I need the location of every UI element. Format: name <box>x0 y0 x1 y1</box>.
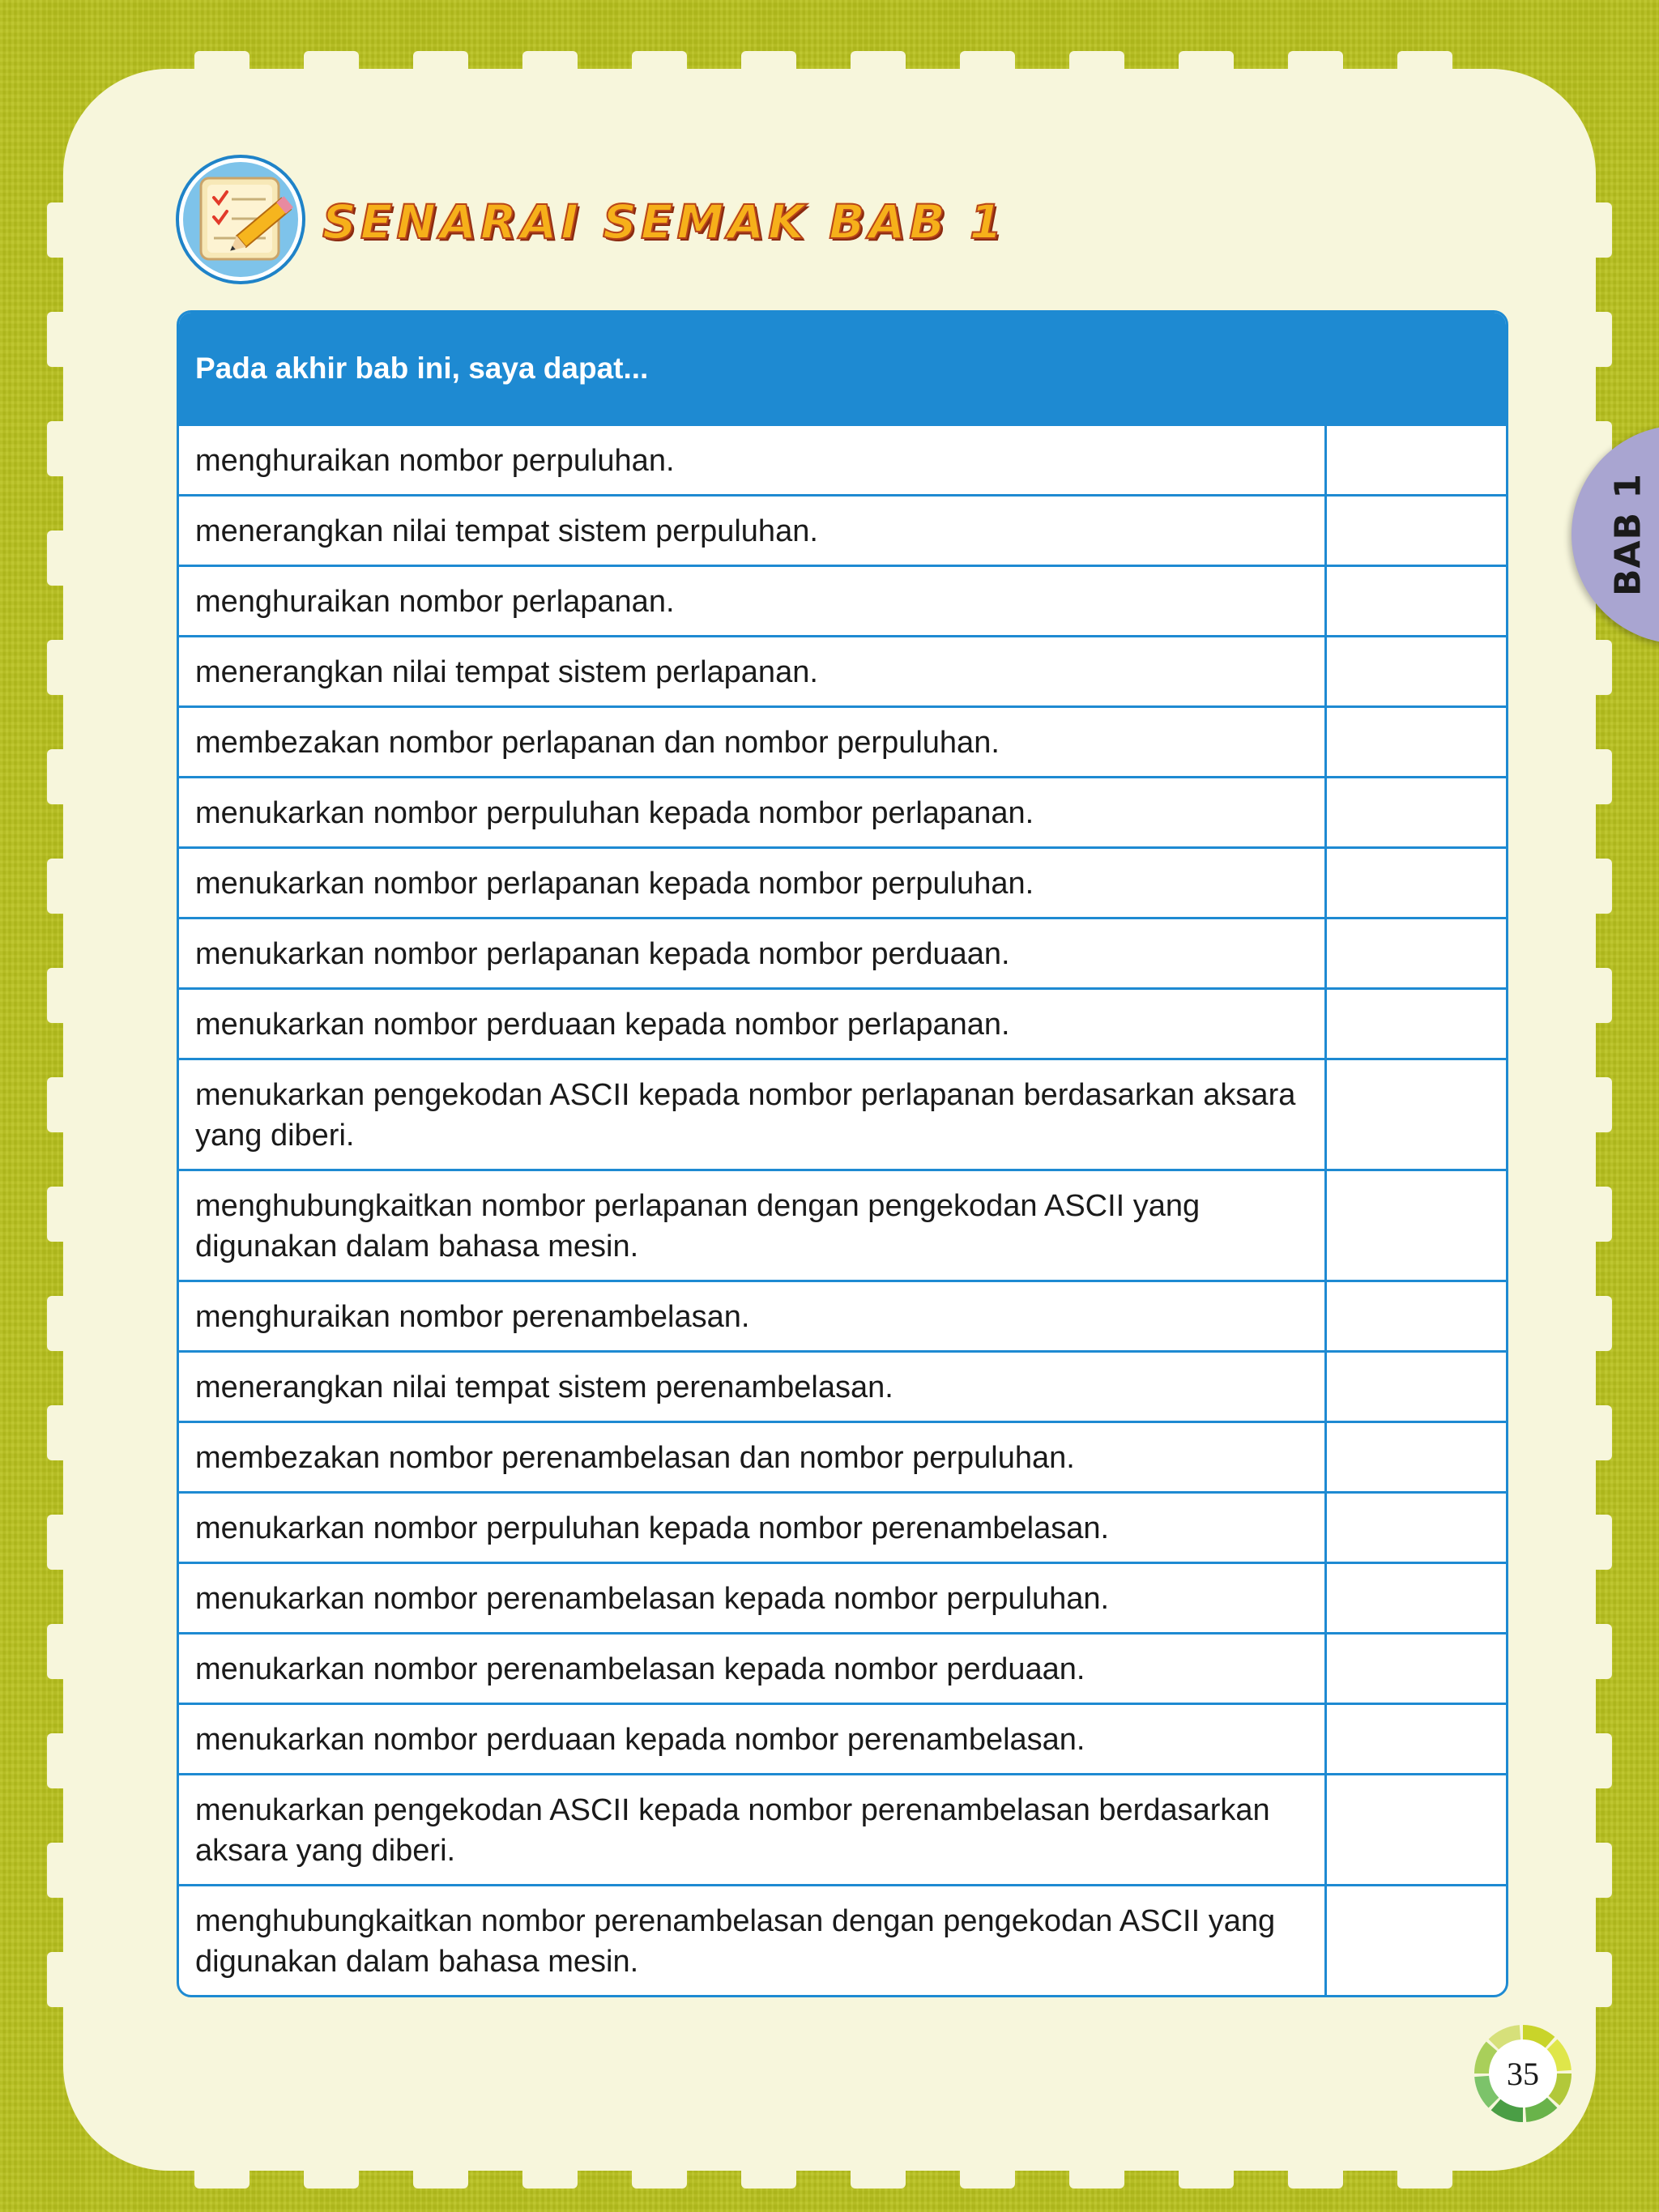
checklist-row <box>179 705 1506 776</box>
checklist-check-cell[interactable] <box>1327 1705 1506 1773</box>
checklist-row <box>179 1703 1506 1773</box>
checklist-item-text: menukarkan nombor perenambelasan kepada nombor perpuluhan. <box>179 1564 1327 1632</box>
checklist-row <box>179 424 1506 494</box>
checklist-check-cell[interactable] <box>1327 1775 1506 1884</box>
checklist-check-cell[interactable] <box>1327 778 1506 846</box>
checklist-header-text: Pada akhir bab ini, saya dapat... <box>195 351 649 385</box>
checklist-check-cell[interactable] <box>1327 849 1506 917</box>
checklist-row <box>179 987 1506 1058</box>
checklist-item-text: menukarkan nombor perlapanan kepada nombor perpuluhan. <box>179 849 1327 917</box>
checklist-item-text: menerangkan nilai tempat sistem perenambelasan. <box>179 1353 1327 1421</box>
checklist-item-text: menghubungkaitkan nombor perenambelasan dengan pengekodan ASCII yang digunakan dalam bahasa mesin. <box>179 1886 1327 1995</box>
checklist-item-text: menukarkan nombor perpuluhan kepada nombor perlapanan. <box>179 778 1327 846</box>
checklist-item-text: menukarkan nombor perlapanan kepada nombor perduaan. <box>179 919 1327 987</box>
checklist-check-cell[interactable] <box>1327 1282 1506 1350</box>
checklist-row <box>179 1562 1506 1632</box>
checklist-check-cell[interactable] <box>1327 1423 1506 1491</box>
checklist-item-text: menghubungkaitkan nombor perlapanan dengan pengekodan ASCII yang digunakan dalam bahasa mesin. <box>179 1171 1327 1280</box>
checklist-item-text: menukarkan nombor perduaan kepada nombor perenambelasan. <box>179 1705 1327 1773</box>
checklist-check-cell[interactable] <box>1327 1564 1506 1632</box>
checklist-row <box>179 635 1506 705</box>
checklist-row <box>179 494 1506 565</box>
checklist-item-text: membezakan nombor perlapanan dan nombor perpuluhan. <box>179 708 1327 776</box>
checklist-check-cell[interactable] <box>1327 1886 1506 1995</box>
checklist-row <box>179 917 1506 987</box>
checklist-check-cell[interactable] <box>1327 1494 1506 1562</box>
checklist-check-cell[interactable] <box>1327 426 1506 494</box>
checklist-row <box>179 1491 1506 1562</box>
chapter-tab-label: BAB 1 <box>1607 472 1649 597</box>
checklist-check-cell[interactable] <box>1327 1634 1506 1703</box>
checklist-row <box>179 1169 1506 1280</box>
checklist-row <box>179 1350 1506 1421</box>
checklist-item-text: menghuraikan nombor perlapanan. <box>179 567 1327 635</box>
checklist-row <box>179 1632 1506 1703</box>
checklist-item-text: menghuraikan nombor perenambelasan. <box>179 1282 1327 1350</box>
checklist-item-text: menukarkan nombor perpuluhan kepada nombor perenambelasan. <box>179 1494 1327 1562</box>
checklist-check-cell[interactable] <box>1327 1060 1506 1169</box>
checklist-row <box>179 1421 1506 1491</box>
checklist-header <box>179 313 1506 424</box>
page-title: SENARAI SEMAK BAB 1 <box>322 194 1007 249</box>
checklist-check-cell[interactable] <box>1327 567 1506 635</box>
page-number: 35 <box>1507 2055 1539 2092</box>
checklist-rows <box>179 424 1506 1995</box>
checklist-row <box>179 846 1506 917</box>
checklist-pencil-icon <box>175 154 306 285</box>
checklist-item-text: menukarkan pengekodan ASCII kepada nombor perlapanan berdasarkan aksara yang diberi. <box>179 1060 1327 1169</box>
checklist-check-cell[interactable] <box>1327 1353 1506 1421</box>
checklist-check-cell[interactable] <box>1327 708 1506 776</box>
checklist-check-cell[interactable] <box>1327 919 1506 987</box>
checklist-item-text: menghuraikan nombor perpuluhan. <box>179 426 1327 494</box>
checklist-row <box>179 1773 1506 1884</box>
checklist-item-text: menukarkan pengekodan ASCII kepada nombor perenambelasan berdasarkan aksara yang diberi. <box>179 1775 1327 1884</box>
checklist-item-text: menukarkan nombor perenambelasan kepada nombor perduaan. <box>179 1634 1327 1703</box>
checklist-item-text: menukarkan nombor perduaan kepada nombor perlapanan. <box>179 990 1327 1058</box>
checklist-item-text: menerangkan nilai tempat sistem perpuluhan. <box>179 497 1327 565</box>
checklist-row <box>179 1058 1506 1169</box>
checklist-row <box>179 565 1506 635</box>
checklist-check-cell[interactable] <box>1327 1171 1506 1280</box>
checklist-row <box>179 1884 1506 1995</box>
checklist-check-cell[interactable] <box>1327 990 1506 1058</box>
checklist-table <box>177 310 1508 1997</box>
checklist-check-cell[interactable] <box>1327 497 1506 565</box>
checklist-item-text: membezakan nombor perenambelasan dan nombor perpuluhan. <box>179 1423 1327 1491</box>
checklist-row <box>179 1280 1506 1350</box>
checklist-check-cell[interactable] <box>1327 637 1506 705</box>
checklist-row <box>179 776 1506 846</box>
checklist-item-text: menerangkan nilai tempat sistem perlapanan. <box>179 637 1327 705</box>
